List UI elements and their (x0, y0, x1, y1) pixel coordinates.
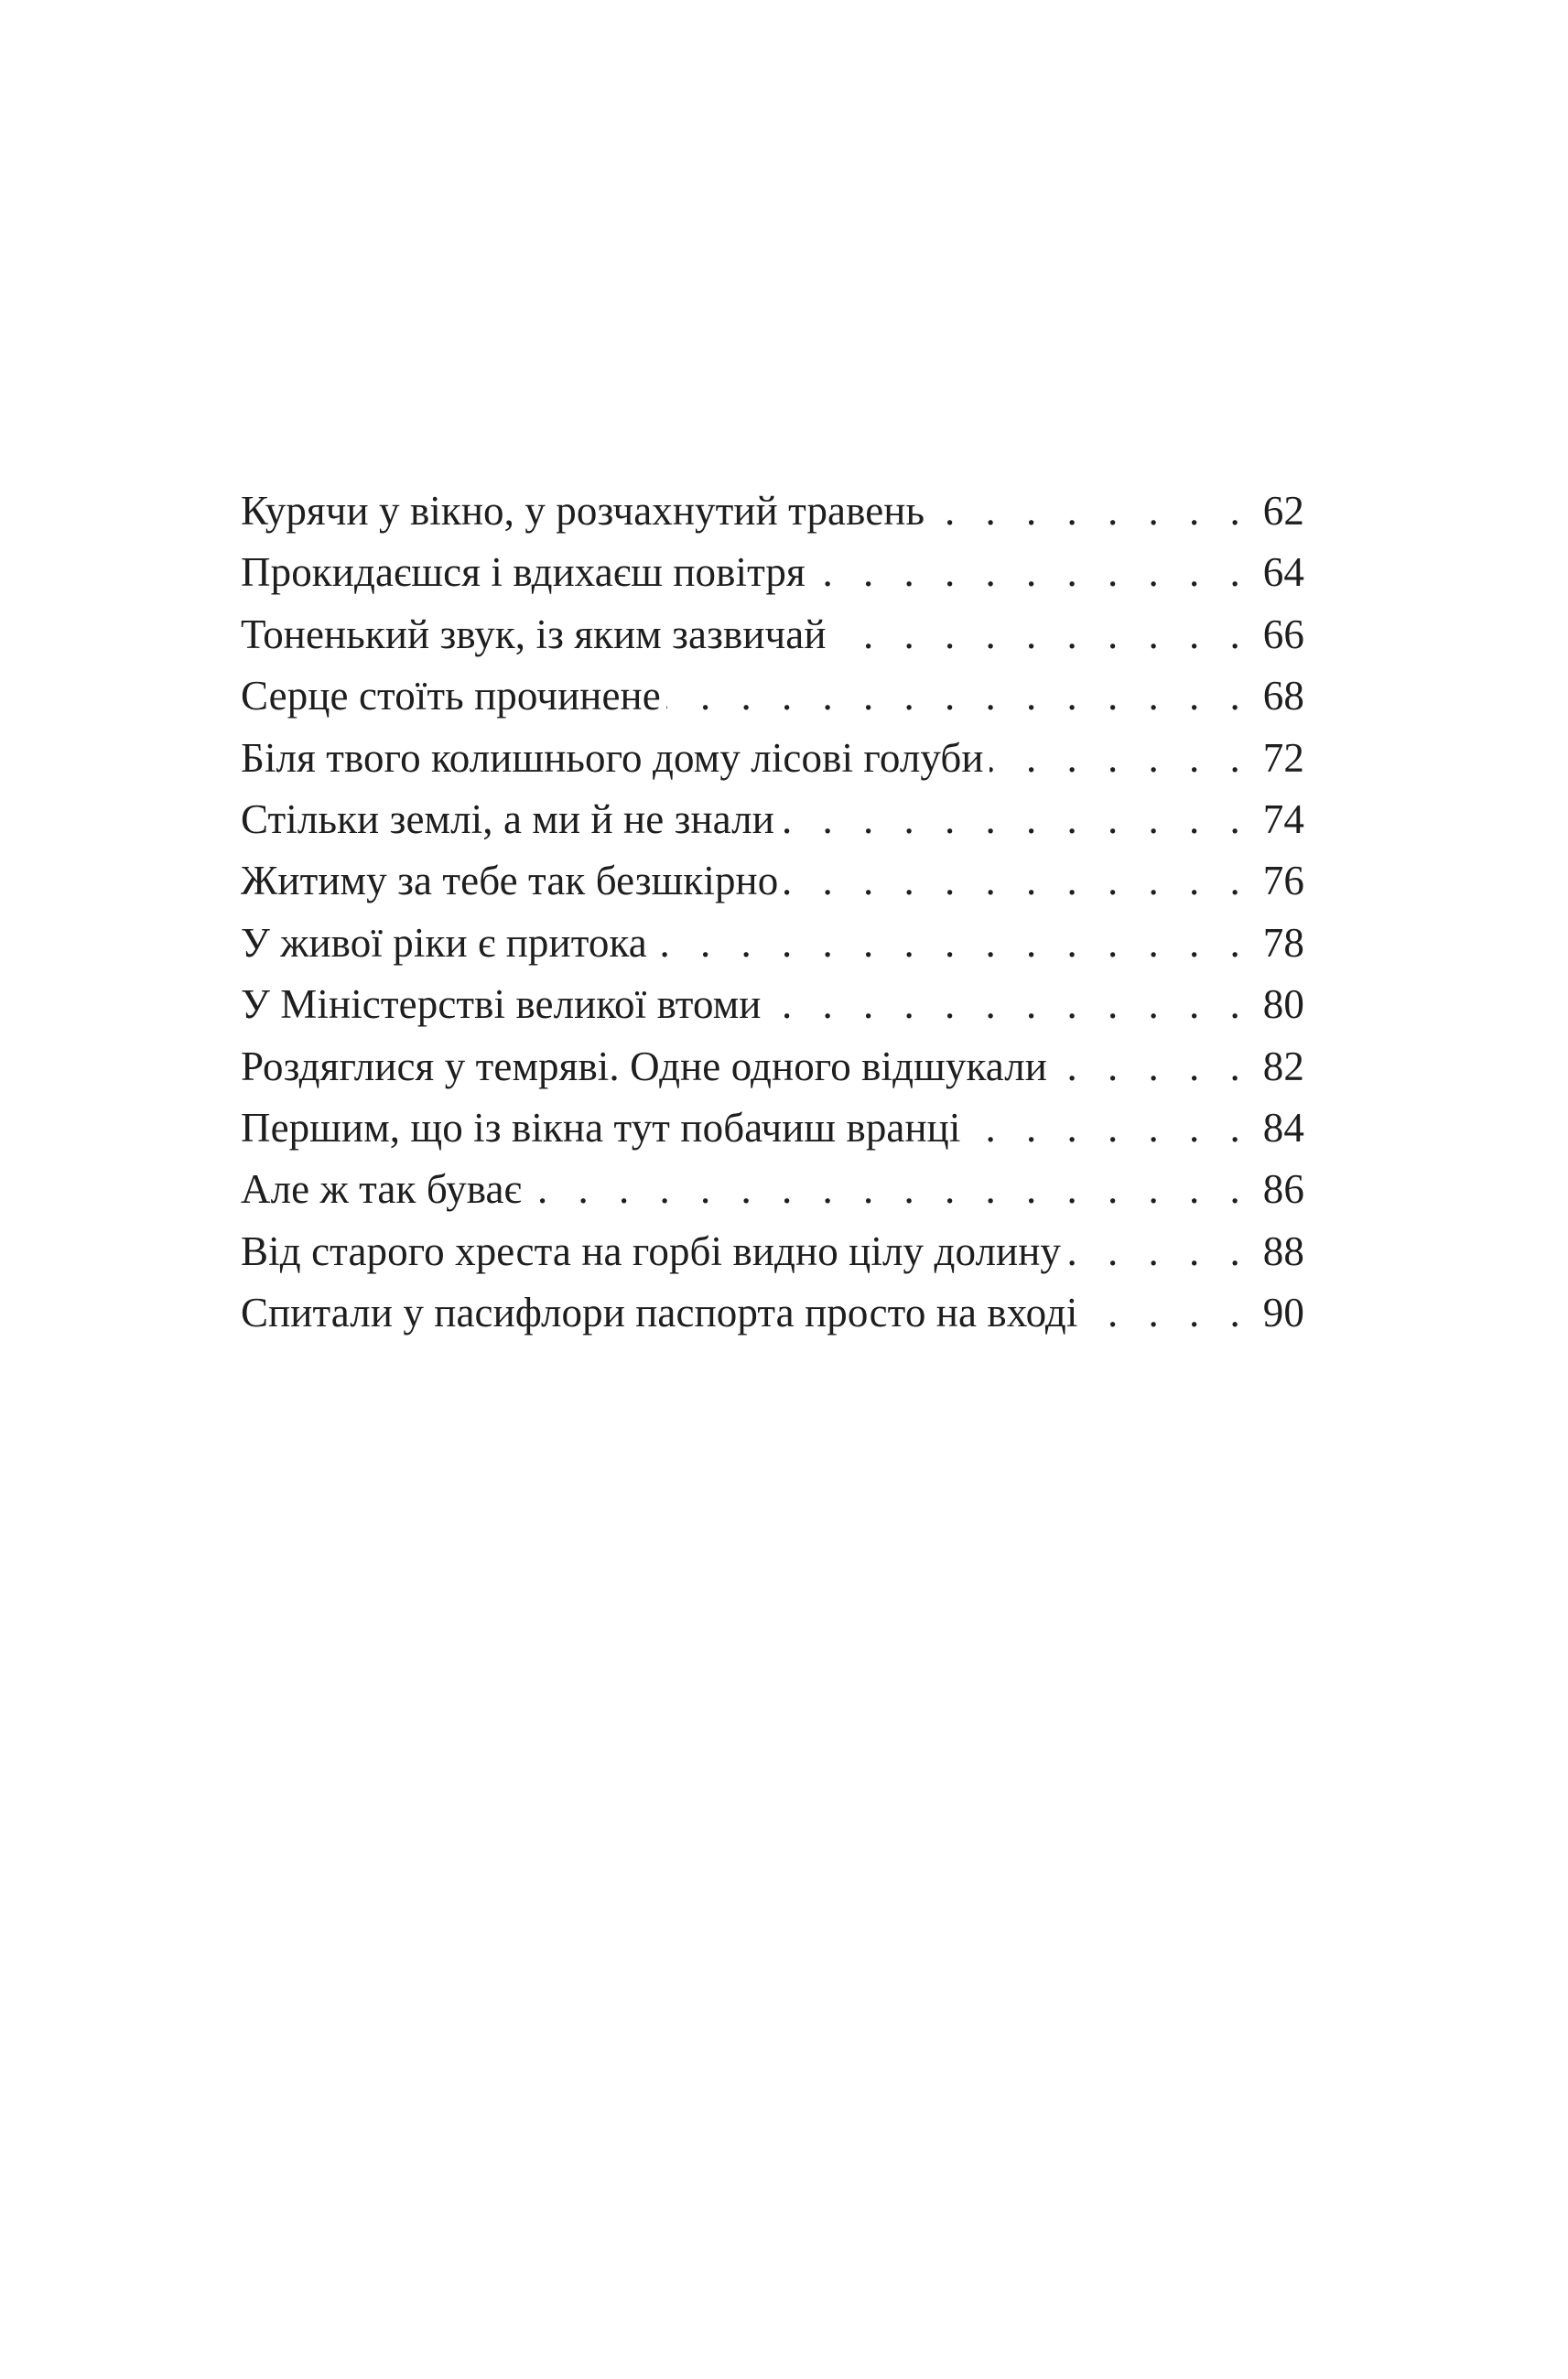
toc-dot-leader (666, 665, 1250, 727)
toc-dot-leader (527, 1159, 1250, 1220)
toc-entry-page-number: 88 (1262, 1227, 1304, 1274)
toc-entry (241, 789, 1304, 850)
toc-dot-leader (930, 481, 1250, 542)
toc-entry-page-number: 80 (1262, 981, 1304, 1028)
toc-entry (241, 728, 1304, 789)
toc-dot-leader (811, 542, 1250, 603)
toc-entry-page-number: 74 (1262, 795, 1304, 842)
toc-entry (241, 542, 1304, 603)
toc-entry-title: Житиму за тебе так безшкірно (241, 850, 784, 912)
toc-entry (241, 1159, 1304, 1220)
toc-entry-title: Але ж так буває (241, 1159, 527, 1220)
toc-dot-leader (1066, 1221, 1250, 1282)
toc-entry-page-number: 90 (1262, 1290, 1304, 1336)
toc-entry (241, 974, 1304, 1035)
toc-entry-title: У Міністерстві великої втоми (241, 974, 767, 1035)
toc-entry (241, 481, 1304, 542)
toc-entry (241, 1098, 1304, 1159)
toc-dot-leader (780, 789, 1250, 850)
toc-entry-page-number: 82 (1262, 1043, 1304, 1089)
toc-entry (241, 1282, 1304, 1344)
toc-entry-page-number: 62 (1262, 488, 1304, 534)
toc-entry-title: У живої ріки є притока (241, 913, 653, 974)
toc-entry-title: Від старого хреста на горбі видно цілу долину (241, 1221, 1066, 1282)
toc-entry-page-number: 78 (1262, 919, 1304, 966)
toc-entry-title: Серце стоїть прочинене (241, 665, 666, 727)
toc-entry-title: Прокидаєшся і вдихаєш повітря (241, 542, 811, 603)
toc-entry (241, 665, 1304, 727)
toc-entry (241, 604, 1304, 665)
table-of-contents (241, 481, 1304, 1344)
toc-entry-page-number: 84 (1262, 1104, 1304, 1151)
toc-entry-title: Стільки землі, а ми й не знали (241, 789, 780, 850)
toc-dot-leader (966, 1098, 1249, 1159)
toc-entry-title: Біля твого колишнього дому лісові голуби (241, 728, 989, 789)
toc-entry-title: Курячи у вікно, у розчахнутий травень (241, 481, 930, 542)
toc-entry-page-number: 68 (1262, 673, 1304, 719)
toc-dot-leader (767, 974, 1250, 1035)
toc-entry-title: Роздяглися у темряві. Одне одного відшукали (241, 1036, 1053, 1098)
toc-entry-title: Першим, що із вікна тут побачиш вранці (241, 1098, 966, 1159)
toc-entry (241, 850, 1304, 912)
toc-entry (241, 1036, 1304, 1098)
toc-dot-leader (1053, 1036, 1250, 1098)
toc-dot-leader (1084, 1282, 1250, 1344)
toc-dot-leader (784, 850, 1249, 912)
toc-entry (241, 1221, 1304, 1282)
toc-dot-leader (989, 728, 1250, 789)
toc-entry (241, 913, 1304, 974)
toc-entry-page-number: 66 (1262, 611, 1304, 657)
toc-entry-title: Спитали у пасифлори паспорта просто на вході (241, 1282, 1084, 1344)
toc-dot-leader (653, 913, 1250, 974)
toc-entry-title: Тоненький звук, із яким зазвичай (241, 604, 832, 665)
toc-entry-page-number: 64 (1262, 549, 1304, 596)
toc-entry-page-number: 86 (1262, 1166, 1304, 1213)
toc-dot-leader (832, 604, 1250, 665)
toc-entry-page-number: 76 (1262, 858, 1304, 904)
toc-entry-page-number: 72 (1262, 734, 1304, 781)
